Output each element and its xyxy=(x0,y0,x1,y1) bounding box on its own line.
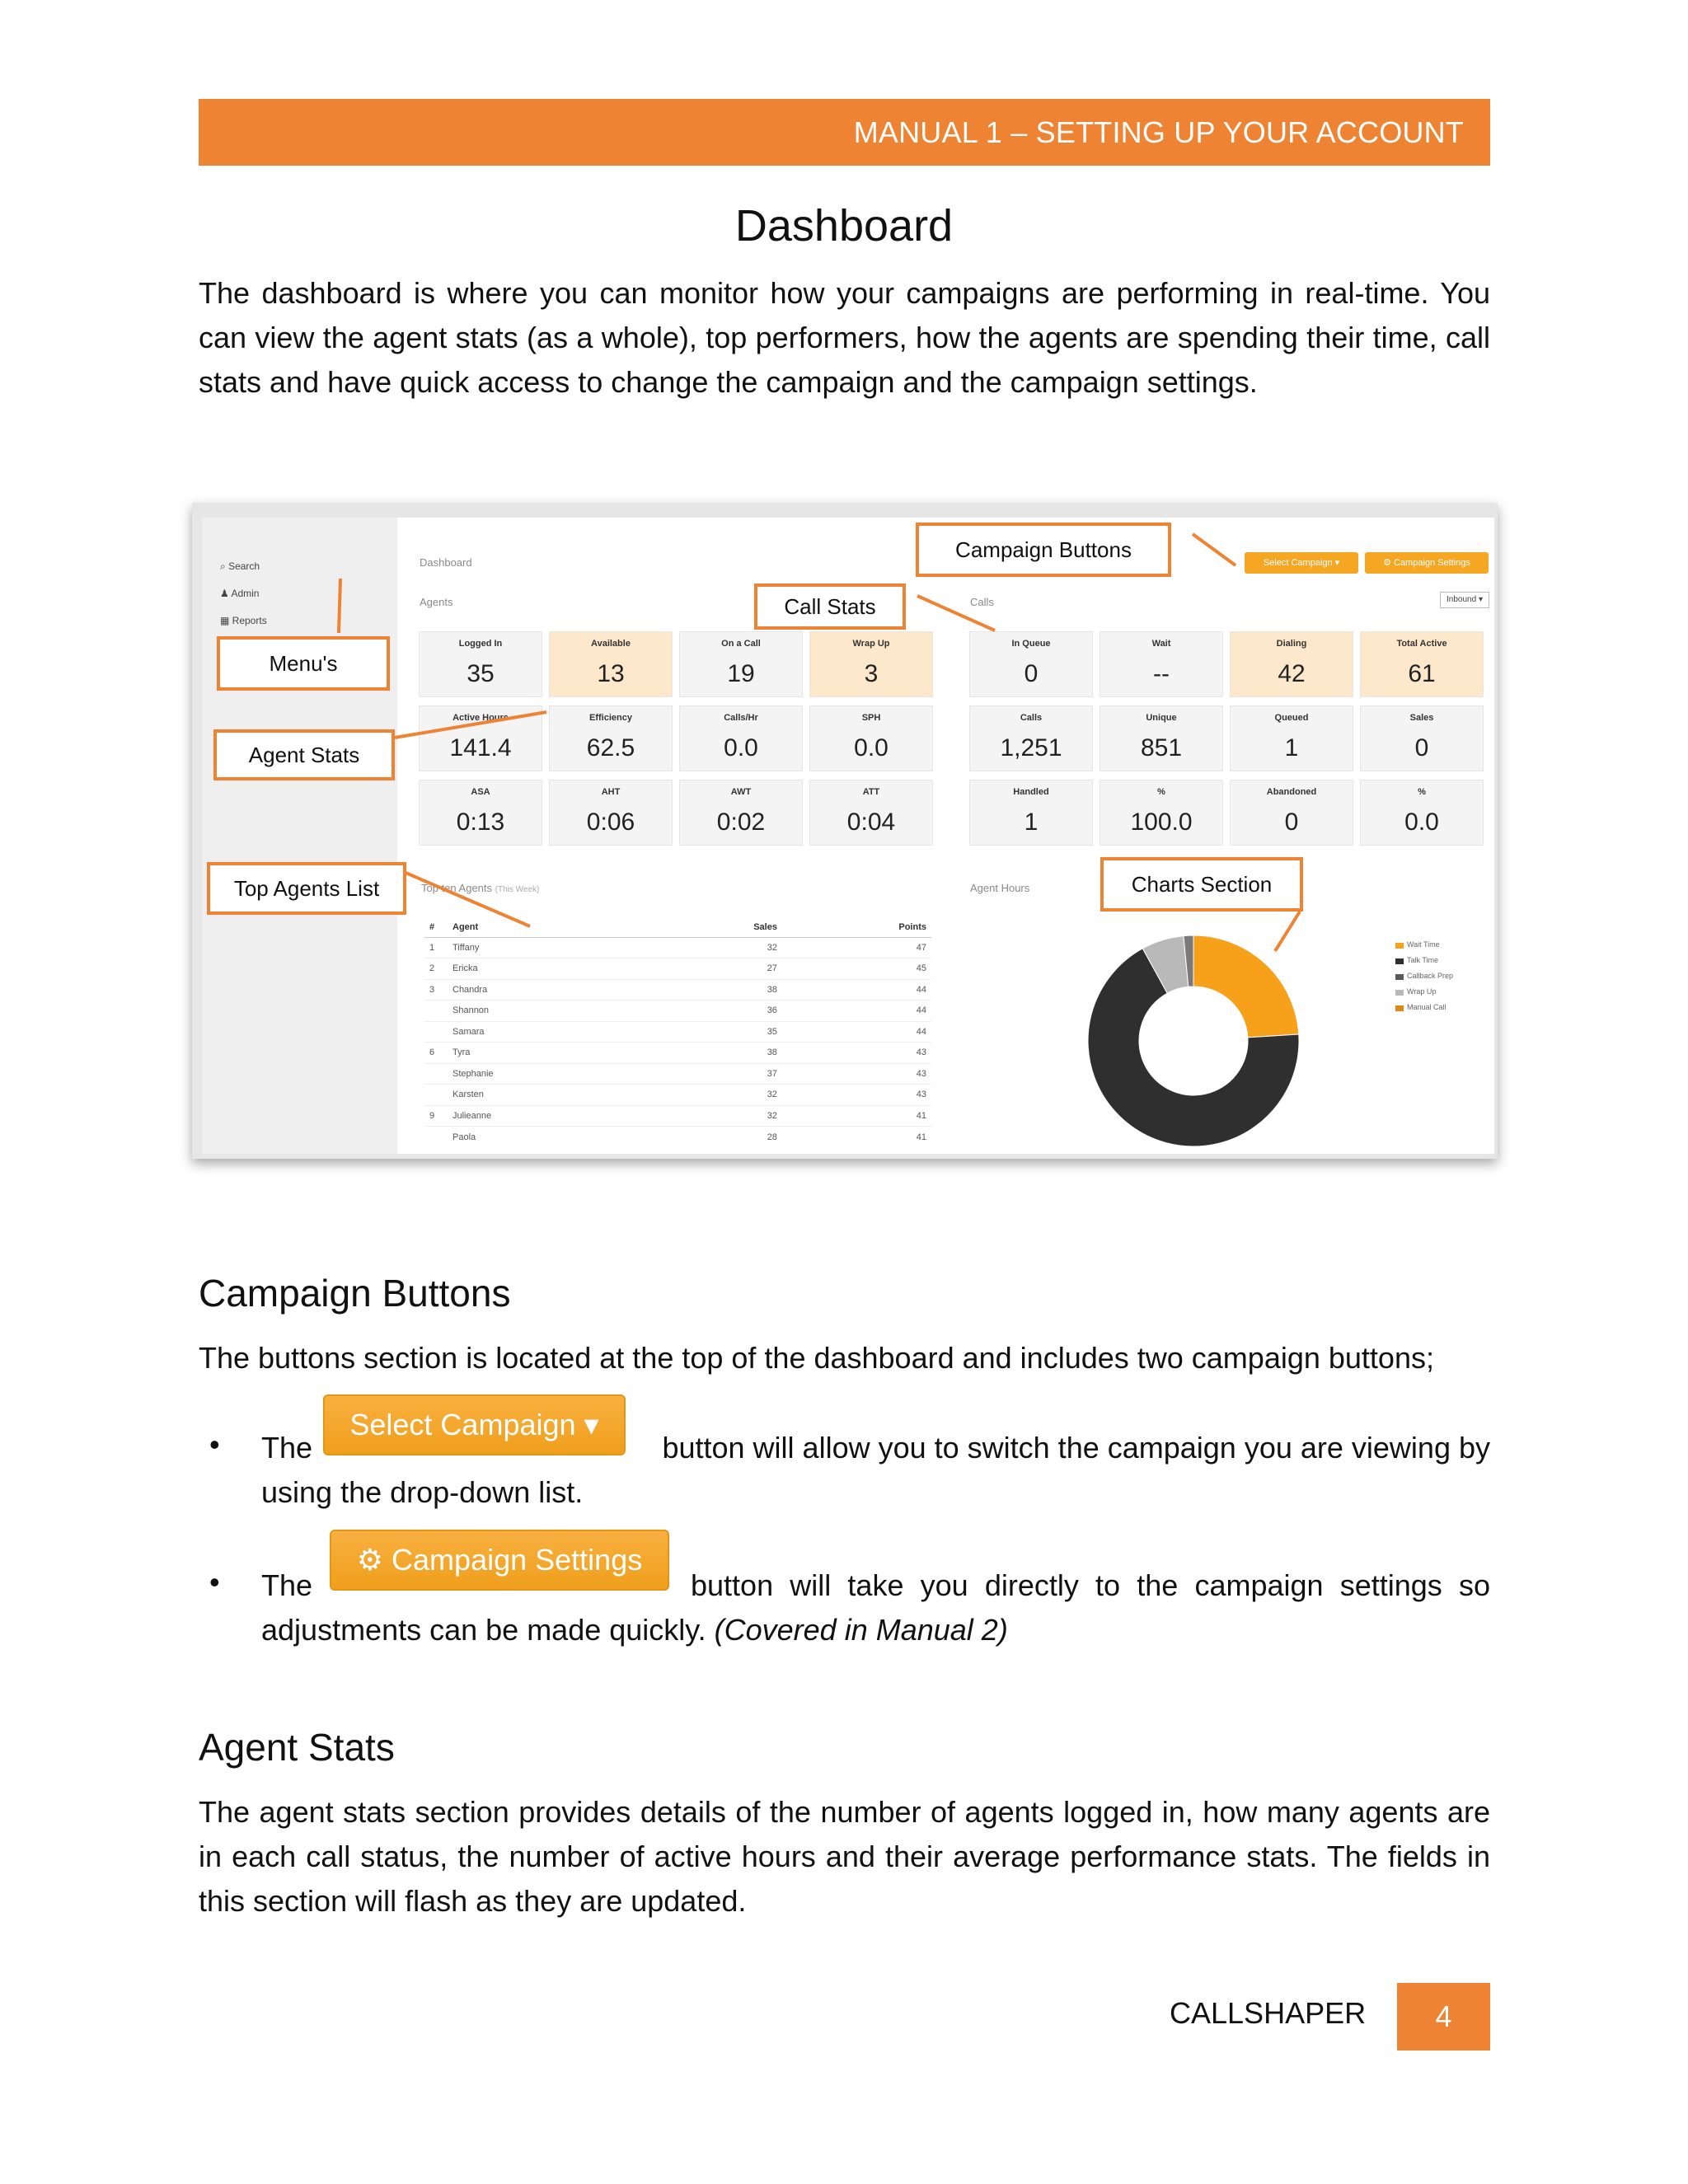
table-cell: 44 xyxy=(782,1001,931,1022)
table-cell: 37 xyxy=(649,1063,782,1085)
stat-value: 13 xyxy=(597,660,625,687)
table-cell: 2 xyxy=(424,958,448,980)
stat-value: 0.0 xyxy=(1404,808,1439,836)
breadcrumb: Dashboard xyxy=(420,556,472,569)
table-cell: 43 xyxy=(782,1063,931,1085)
agents-label: Agents xyxy=(420,596,453,608)
bullet1-line2: using the drop-down list. xyxy=(261,1475,584,1509)
table-cell: 44 xyxy=(782,979,931,1001)
stat-label: Wrap Up xyxy=(852,639,890,649)
stat-label: % xyxy=(1157,787,1165,797)
table-header[interactable]: Sales xyxy=(649,917,782,937)
table-cell: Julieanne xyxy=(448,1105,649,1127)
bullet2-post: button will take you directly to the campaign settings so xyxy=(691,1568,1490,1602)
stat-label: Dialing xyxy=(1276,639,1307,649)
stat-label: Available xyxy=(591,639,631,649)
legend-label: Wait Time xyxy=(1407,940,1440,949)
stat-label: AHT xyxy=(601,787,621,797)
campaign-buttons-heading: Campaign Buttons xyxy=(199,1272,511,1315)
campaign-buttons-paragraph: The buttons section is located at the top of the dashboard and includes two campaign buttons; xyxy=(199,1341,1434,1375)
stat-value: 3 xyxy=(864,660,879,687)
bullet-dot: • xyxy=(209,1427,220,1461)
stat-value: 1,251 xyxy=(1000,734,1062,762)
stat-label: SPH xyxy=(861,713,881,723)
table-header[interactable]: Points xyxy=(782,917,931,937)
header-bar xyxy=(199,99,1490,166)
stat-label: AWT xyxy=(730,787,752,797)
callout-agent-stats: Agent Stats xyxy=(213,729,395,780)
table-cell: Karsten xyxy=(448,1085,649,1106)
stat-value: 0:13 xyxy=(456,808,505,836)
table-cell: 6 xyxy=(424,1043,448,1064)
manual-reference: (Covered in Manual 2) xyxy=(714,1613,1008,1647)
table-cell: 32 xyxy=(649,937,782,958)
select-campaign-example-button[interactable]: Select Campaign ▾ xyxy=(323,1394,626,1455)
callout-call-stats: Call Stats xyxy=(754,583,906,630)
agent-hours-title: Agent Hours xyxy=(970,882,1030,894)
top-agents-title: Top ten Agents (This Week) xyxy=(421,882,540,894)
stat-value: 0.0 xyxy=(854,734,889,762)
callout-campaign-buttons: Campaign Buttons xyxy=(916,523,1171,577)
table-cell: Paola xyxy=(448,1127,649,1148)
dashboard-screenshot xyxy=(192,503,1498,1159)
table-cell: Tyra xyxy=(448,1043,649,1064)
stat-value: 0.0 xyxy=(724,734,758,762)
table-cell: 32 xyxy=(649,1085,782,1106)
table-cell: 32 xyxy=(649,1105,782,1127)
table-cell: 3 xyxy=(424,979,448,1001)
table-cell: 27 xyxy=(649,958,782,980)
stat-label: Sales xyxy=(1409,713,1434,723)
stat-label: Abandoned xyxy=(1266,787,1317,797)
stat-value: 62.5 xyxy=(586,734,635,762)
callout-charts-section: Charts Section xyxy=(1100,857,1303,912)
table-cell: Tiffany xyxy=(448,937,649,958)
stat-value: 1 xyxy=(1024,808,1039,836)
header-title: MANUAL 1 – SETTING UP YOUR ACCOUNT xyxy=(853,115,1464,149)
intro-paragraph: The dashboard is where you can monitor how your campaigns are performing in real-time. You can view the agent stats (as a whole), top performers, how the agents are spending their time, call stats and have quick access to change the campaign and the campaign settings. xyxy=(199,276,1490,399)
user-icon: ♟ xyxy=(220,588,232,599)
table-cell: 38 xyxy=(649,1043,782,1064)
footer-brand: CALLSHAPER xyxy=(1170,1996,1367,2030)
legend-label: Manual Call xyxy=(1407,1003,1447,1011)
sidebar-item-search[interactable]: ⌕ Search xyxy=(220,560,260,572)
stat-value: 0:04 xyxy=(846,808,896,836)
table-header[interactable]: # xyxy=(424,917,448,937)
call-direction-select[interactable]: Inbound ▾ xyxy=(1440,592,1489,608)
stat-label: Active Hours xyxy=(452,713,509,723)
table-cell: 36 xyxy=(649,1001,782,1022)
stat-value: 0 xyxy=(1024,660,1039,687)
table-cell: 44 xyxy=(782,1021,931,1043)
sidebar-item-admin[interactable]: ♟ Admin xyxy=(220,588,260,599)
grid-icon: ▦ xyxy=(220,615,232,626)
select-campaign-button[interactable]: Select Campaign ▾ xyxy=(1245,552,1358,574)
table-cell: 41 xyxy=(782,1105,931,1127)
table-cell: 28 xyxy=(649,1127,782,1148)
stat-label: ATT xyxy=(862,787,880,797)
stat-value: 61 xyxy=(1408,660,1436,687)
table-cell: Ericka xyxy=(448,958,649,980)
stat-value: 141.4 xyxy=(449,734,512,762)
callout-menus: Menu's xyxy=(217,636,390,691)
stat-label: Efficiency xyxy=(589,713,632,723)
page-number: 4 xyxy=(1397,1983,1490,2050)
stat-value: 0 xyxy=(1284,808,1299,836)
stat-value: 0:06 xyxy=(586,808,635,836)
stat-value: 42 xyxy=(1278,660,1306,687)
stat-value: 851 xyxy=(1140,734,1183,762)
agent-stats-paragraph: The agent stats section provides details of the number of agents logged in, how many agents are in each call status, the number of active hours and their average performance stats. The fields in this section will flash as they are updated. xyxy=(199,1795,1490,1918)
calls-label: Calls xyxy=(970,596,994,608)
table-cell: 43 xyxy=(782,1085,931,1106)
stat-label: Total Active xyxy=(1396,639,1447,649)
table-cell: Shannon xyxy=(448,1001,649,1022)
table-cell: 47 xyxy=(782,937,931,958)
table-cell: 1 xyxy=(424,937,448,958)
table-cell: Stephanie xyxy=(448,1063,649,1085)
stat-label: Handled xyxy=(1013,787,1049,797)
stat-label: ASA xyxy=(471,787,490,797)
agent-stats-heading: Agent Stats xyxy=(199,1726,395,1769)
stat-value: 0:02 xyxy=(716,808,766,836)
stat-label: Logged In xyxy=(458,639,503,649)
stat-label: Calls xyxy=(1020,713,1043,723)
stat-value: -- xyxy=(1153,660,1170,687)
stat-value: 35 xyxy=(467,660,495,687)
legend-label: Callback Prep xyxy=(1407,972,1454,980)
stat-label: Queued xyxy=(1274,713,1309,723)
bullet1-pre: The xyxy=(261,1431,313,1465)
stat-label: On a Call xyxy=(721,639,761,649)
table-cell: Chandra xyxy=(448,979,649,1001)
search-icon: ⌕ xyxy=(220,560,229,572)
bullet2-pre: The xyxy=(261,1568,313,1602)
table-header[interactable]: Agent xyxy=(448,917,649,937)
stat-label: Unique xyxy=(1146,713,1177,723)
stat-value: 1 xyxy=(1284,734,1299,762)
table-cell: 35 xyxy=(649,1021,782,1043)
stat-label: % xyxy=(1418,787,1426,797)
table-cell: Samara xyxy=(448,1021,649,1043)
campaign-settings-button[interactable]: ⚙ Campaign Settings xyxy=(1365,552,1489,574)
page-title: Dashboard xyxy=(734,201,954,251)
stat-label: Wait xyxy=(1151,639,1171,649)
table-cell: 45 xyxy=(782,958,931,980)
table-cell: 41 xyxy=(782,1127,931,1148)
legend-label: Wrap Up xyxy=(1407,987,1437,996)
table-cell: 9 xyxy=(424,1105,448,1127)
stat-value: 0 xyxy=(1414,734,1429,762)
sidebar-item-reports[interactable]: ▦ Reports xyxy=(220,615,267,626)
callout-top-agents-list: Top Agents List xyxy=(207,862,406,915)
campaign-settings-example-button[interactable]: ⚙ Campaign Settings xyxy=(330,1530,669,1591)
stat-label: Calls/Hr xyxy=(724,713,758,723)
table-cell: 43 xyxy=(782,1043,931,1064)
bullet-dot: • xyxy=(209,1565,220,1599)
bullet2-line2: adjustments can be made quickly. (Covered in Manual 2) xyxy=(261,1613,1008,1647)
legend-label: Talk Time xyxy=(1407,956,1439,964)
stat-value: 19 xyxy=(727,660,755,687)
bullet1-post: button will allow you to switch the campaign you are viewing by xyxy=(662,1431,1490,1465)
table-cell: 38 xyxy=(649,979,782,1001)
stat-label: In Queue xyxy=(1011,639,1051,649)
stat-value: 100.0 xyxy=(1130,808,1193,836)
